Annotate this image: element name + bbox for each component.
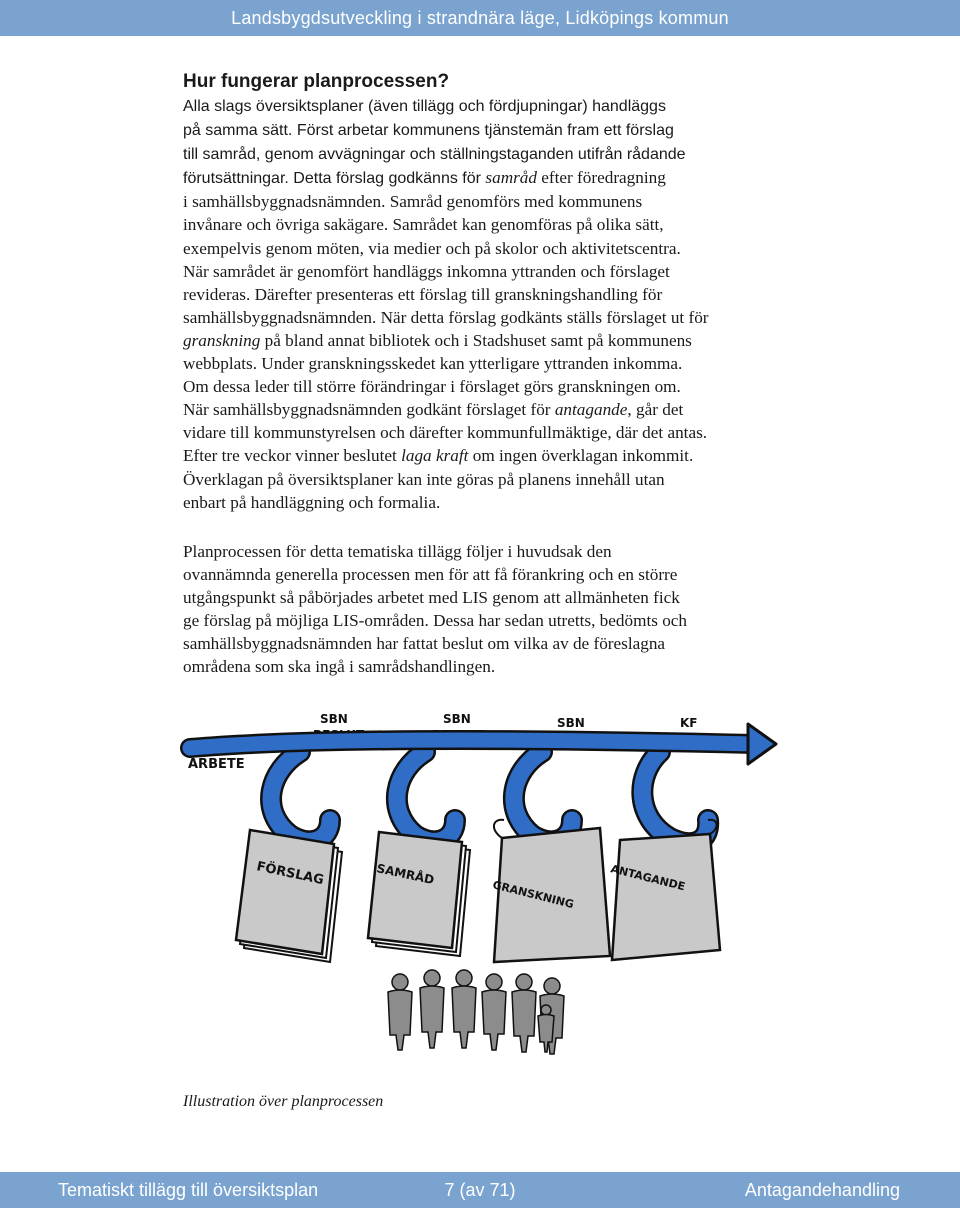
body-paragraph-2: Planprocessen för detta tematiska tillägg följer i huvudsak den ovannämnda generella processen men för att få förankring och en större utgångspunkt så påbörjades arbetet med LIS genom att allmänheten fick ge förslag på möjliga LIS-områden. Dessa har sedan utretts, bedömts och samhällsbyggnadsnämnden har fattat beslut om vilka av de föreslagna områdena som ska ingå i samrådshandlingen. bbox=[183, 541, 688, 677]
arrow-head-icon bbox=[748, 724, 776, 764]
document-samrad-label: SAMRÅD bbox=[375, 861, 436, 888]
document-antagande-label: ANTAGANDE bbox=[609, 862, 687, 894]
person-icon bbox=[420, 970, 444, 1048]
decision-3-label-1: SBN bbox=[557, 716, 585, 730]
para1-text-e: om ingen överklagan inkommit. Överklagan på översiktsplaner kan inte göras på planens innehåll utan enbart på handläggning och formalia. bbox=[183, 446, 694, 512]
loop-4 bbox=[642, 752, 708, 843]
document-samrad bbox=[368, 832, 470, 956]
decision-4-label-1: KF bbox=[680, 716, 698, 730]
decision-1-label-1: SBN bbox=[320, 712, 348, 726]
page-footer bbox=[0, 1172, 960, 1208]
page-header bbox=[0, 0, 960, 36]
start-label-2: ARBETE bbox=[188, 757, 245, 772]
document-granskning-label: GRANSKNING bbox=[491, 878, 576, 912]
term-antagande: antagande bbox=[554, 400, 628, 420]
figure-caption: Illustration över planprocessen bbox=[183, 1093, 384, 1110]
footer-document-title: Tematiskt tillägg till översiktsplan bbox=[58, 1180, 319, 1200]
document-antagande bbox=[609, 820, 720, 960]
decision-4-label-2: BESLUT bbox=[668, 732, 720, 746]
term-laga-kraft: laga kraft bbox=[401, 446, 469, 466]
loop-2 bbox=[397, 752, 455, 841]
term-samrad: samråd bbox=[485, 168, 537, 188]
document-forslag-label: FÖRSLAG bbox=[255, 859, 326, 889]
body-paragraph-1 bbox=[183, 94, 783, 514]
footer-status: Antagandehandling bbox=[744, 1180, 900, 1200]
para1-text-b: efter föredragning i samhällsbyggnadsnämnden. Samråd genomförs med kommunens invånare och övriga sakägare. Samrådet kan genomföras på olika sätt, exempelvis genom möten, via medier och på skolor och aktivitetscentra. När samrådet är genomfört handläggs inkomna yttranden och förslaget revideras. Därefter presenteras ett förslag till granskningshandling för samhällsbyggnadsnämnden. När detta förslag godkänts ställs förslaget ut för bbox=[183, 168, 709, 327]
people-group bbox=[388, 970, 564, 1054]
process-illustration bbox=[180, 700, 780, 1090]
person-icon bbox=[512, 974, 536, 1052]
start-label-1: PLAN- bbox=[194, 741, 239, 756]
para1-text-d: , går det vidare till kommunstyrelsen och därefter kommunfullmäktige, där det antas. Efter tre veckor vinner beslutet bbox=[183, 400, 708, 466]
para1-text-c: på bland annat bibliotek och i Stadshuset samt på kommunens webbplats. Under granskningsskedet kan ytterligare yttranden inkomma. Om dessa leder till större förändringar i förslaget görs granskningen om. När samhällsbyggnadsnämnden godkänt förslaget för bbox=[183, 330, 692, 420]
footer-page-number: 7 (av 71) bbox=[444, 1180, 516, 1200]
document-forslag bbox=[236, 830, 342, 962]
main-content bbox=[183, 70, 783, 678]
term-granskning: granskning bbox=[183, 330, 261, 350]
person-icon bbox=[388, 974, 412, 1050]
decision-2-label-1: SBN bbox=[443, 712, 471, 726]
para1-text-a: Först arbetar kommunens tjänstemän fram ett förslag till samråd, genom avvägningar och ställningstaganden utifrån rådande förutsättningar. Detta förslag godkänns för bbox=[183, 122, 686, 188]
loop-3 bbox=[514, 752, 572, 841]
document-granskning bbox=[491, 820, 610, 962]
decision-2-label-2: BESLUT bbox=[432, 728, 484, 742]
loop-1 bbox=[271, 752, 330, 841]
decision-3-label-2: BESLUT bbox=[548, 732, 600, 746]
decision-1-label-2: BESLUT bbox=[313, 728, 365, 742]
intro-text: Alla slags översiktsplaner (även tillägg och fördjupningar) handläggs på samma sätt. bbox=[183, 98, 666, 140]
header-title: Landsbygdsutveckling i strandnära läge, Lidköpings kommun bbox=[231, 7, 729, 28]
person-icon bbox=[482, 974, 506, 1050]
person-icon bbox=[452, 970, 476, 1048]
section-heading: Hur fungerar planprocessen? bbox=[183, 71, 450, 92]
